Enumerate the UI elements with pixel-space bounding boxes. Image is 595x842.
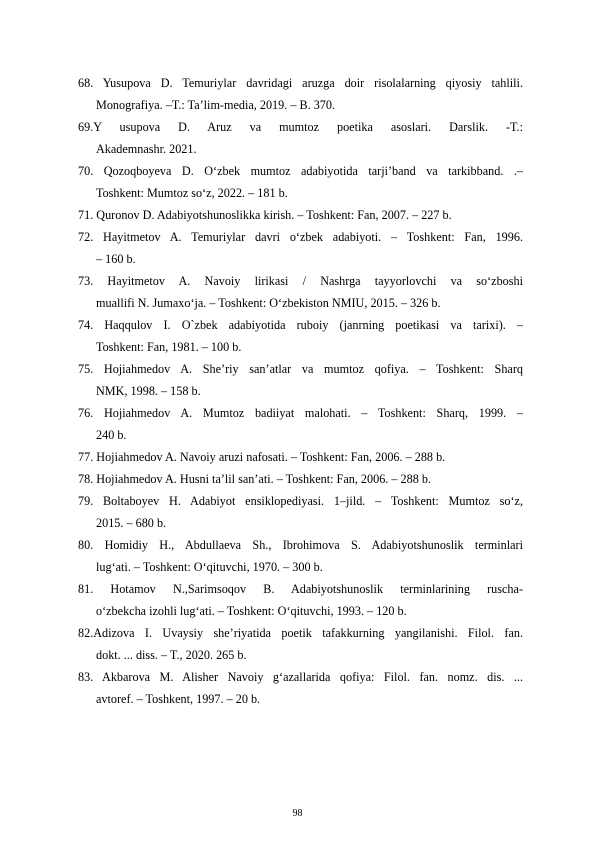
reference-line: 74. Haqqulov I. O`zbek adabiyotida ruboiy (janrning poetikasi va tarixi). – (78, 318, 523, 332)
reference-line: 81. Hotamov N.,Sarimsoqov B. Adabiyotshunoslik terminlarining ruscha- (78, 582, 523, 596)
reference-line: 75. Hojiahmedov A. She’riy san’atlar va mumtoz qofiya. – Toshkent: Sharq (78, 362, 523, 376)
reference-continuation-line: avtoref. – Toshkent, 1997. – 20 b. (96, 692, 261, 707)
reference-line: 76. Hojiahmedov A. Mumtoz badiiyat malohati. – Toshkent: Sharq, 1999. – (78, 406, 523, 420)
reference-item (78, 226, 523, 270)
reference-item (78, 116, 523, 160)
reference-line: 70. Qozoqboyeva D. O‘zbek mumtoz adabiyotida tarji’band va tarkibband. .– (78, 164, 523, 178)
reference-continuation-line: Akademnashr. 2021. (96, 142, 197, 157)
reference-item (78, 270, 523, 314)
reference-continuation-line: lug‘ati. – Toshkent: O‘qituvchi, 1970. – 300 b. (96, 560, 323, 575)
reference-line: 68. Yusupova D. Temuriylar davridagi aruzga doir risolalarning qiyosiy tahlili. (78, 76, 523, 90)
reference-item (78, 402, 523, 446)
reference-item (78, 666, 523, 710)
reference-line: 82.Adizova I. Uvaysiy she’riyatida poetik tafakkurning yangilanishi. Filol. fan. (78, 626, 523, 640)
reference-item (78, 314, 523, 358)
reference-continuation-line: o‘zbekcha izohli lug‘ati. – Toshkent: O‘qituvchi, 1993. – 120 b. (96, 604, 407, 619)
reference-item (78, 204, 523, 226)
reference-continuation-line: Toshkent: Fan, 1981. – 100 b. (96, 340, 242, 355)
reference-line: 77. Hojiahmedov A. Navoiy aruzi nafosati. – Toshkent: Fan, 2006. – 288 b. (78, 450, 446, 464)
reference-continuation-line: – 160 b. (96, 252, 136, 267)
reference-line: 83. Akbarova M. Alisher Navoiy g‘azallarida qofiya: Filol. fan. nomz. dis. ... (78, 670, 523, 684)
reference-line: 80. Homidiy H., Abdullaeva Sh., Ibrohimova S. Adabiyotshunoslik terminlari (78, 538, 523, 552)
reference-line: 72. Hayitmetov A. Temuriylar davri o‘zbek adabiyoti. – Toshkent: Fan, 1996. (78, 230, 523, 244)
page-number: 98 (292, 808, 303, 819)
reference-continuation-line: dokt. ... diss. – T., 2020. 265 b. (96, 648, 247, 663)
reference-item (78, 358, 523, 402)
reference-item (78, 490, 523, 534)
reference-line: 69.Y usupova D. Aruz va mumtoz poetika asoslari. Darslik. -T.: (78, 120, 523, 134)
reference-item (78, 72, 523, 116)
reference-item (78, 160, 523, 204)
reference-line: 78. Hojiahmedov A. Husni ta’lil san’ati. – Toshkent: Fan, 2006. – 288 b. (78, 472, 432, 486)
reference-continuation-line: 240 b. (96, 428, 127, 443)
reference-item (78, 578, 523, 622)
reference-item (78, 622, 523, 666)
reference-line: 73. Hayitmetov A. Navoiy lirikasi / Nashrga tayyorlovchi va so‘zboshi (78, 274, 523, 288)
reference-continuation-line: NMK, 1998. – 158 b. (96, 384, 201, 399)
reference-continuation-line: Toshkent: Mumtoz so‘z, 2022. – 181 b. (96, 186, 288, 201)
reference-line: 79. Boltaboyev H. Adabiyot ensiklopediyasi. 1–jild. – Toshkent: Mumtoz so‘z, (78, 494, 523, 508)
reference-item (78, 446, 523, 468)
reference-continuation-line: muallifi N. Jumaxo‘ja. – Toshkent: O‘zbekiston NMIU, 2015. – 326 b. (96, 296, 441, 311)
reference-continuation-line: 2015. – 680 b. (96, 516, 167, 531)
reference-item (78, 534, 523, 578)
reference-item (78, 468, 523, 490)
reference-continuation-line: Monografiya. –T.: Ta’lim-media, 2019. – B. 370. (96, 98, 336, 113)
reference-line: 71. Quronov D. Adabiyotshunoslikka kirish. – Toshkent: Fan, 2007. – 227 b. (78, 208, 452, 222)
